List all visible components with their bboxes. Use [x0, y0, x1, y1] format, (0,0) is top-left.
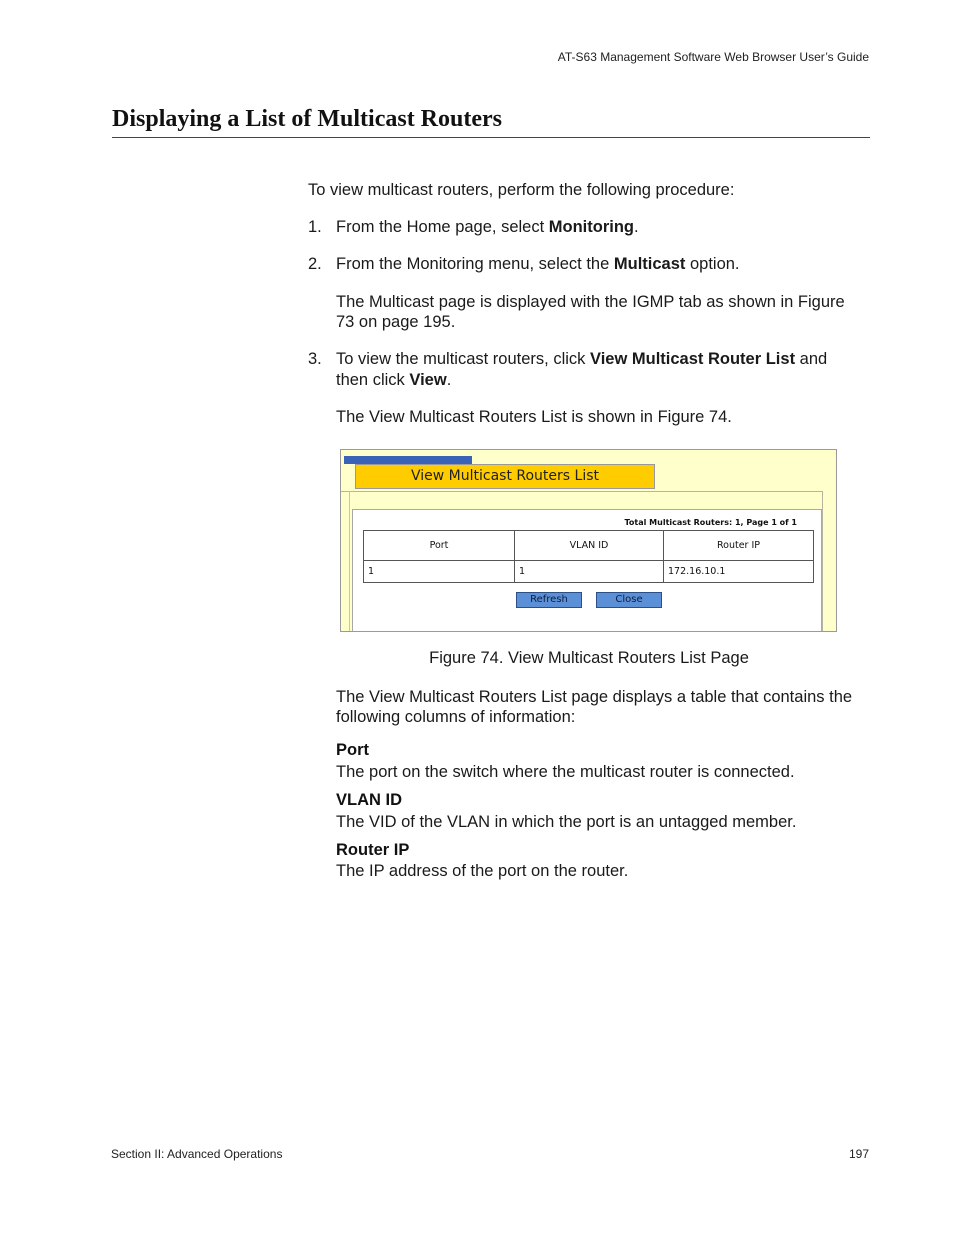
step-3-note: The View Multicast Routers List is shown in Figure 74.	[336, 408, 732, 426]
cell-vlan-id: 1	[515, 561, 664, 583]
definition-port: The port on the switch where the multicast router is connected.	[336, 763, 795, 781]
refresh-button[interactable]: Refresh	[516, 592, 582, 608]
step-2-text: From the Monitoring menu, select the Multicast option.	[336, 255, 740, 273]
description-line-2: following columns of information:	[336, 708, 576, 726]
step-2-note-line-1: The Multicast page is displayed with the IGMP tab as shown in Figure	[336, 293, 845, 311]
step-number: 2.	[308, 255, 322, 273]
column-header-router-ip: Router IP	[664, 531, 814, 561]
term-port: Port	[336, 741, 369, 759]
step-1-text: From the Home page, select Monitoring.	[336, 218, 639, 236]
tab-view-multicast-routers-list[interactable]: View Multicast Routers List	[355, 464, 655, 489]
step-number: 3.	[308, 350, 322, 368]
step-3-text-line-2: then click View.	[336, 371, 452, 389]
cell-router-ip: 172.16.10.1	[664, 561, 814, 583]
multicast-routers-table	[363, 530, 814, 583]
step-2-note-line-2: 73 on page 195.	[336, 313, 456, 331]
term-vlan-id: VLAN ID	[336, 791, 402, 809]
term-router-ip: Router IP	[336, 841, 410, 859]
frame-right-border	[822, 491, 823, 631]
table-header-row	[364, 531, 814, 561]
footer-section: Section II: Advanced Operations	[111, 1147, 283, 1161]
tab-divider	[341, 491, 822, 492]
table-row	[364, 561, 814, 583]
column-header-port: Port	[364, 531, 515, 561]
figure-screenshot	[340, 449, 837, 632]
cell-port: 1	[364, 561, 515, 583]
frame-left-border	[349, 491, 350, 631]
figure-caption: Figure 74. View Multicast Routers List Page	[429, 649, 749, 667]
definition-vlan-id: The VID of the VLAN in which the port is an untagged member.	[336, 813, 797, 831]
step-number: 1.	[308, 218, 322, 236]
step-3-text-line-1: To view the multicast routers, click View Multicast Router List and	[336, 350, 828, 368]
description-line-1: The View Multicast Routers List page displays a table that contains the	[336, 688, 853, 706]
total-routers-label: Total Multicast Routers: 1, Page 1 of 1	[624, 518, 797, 527]
content-panel	[352, 509, 822, 631]
intro-text: To view multicast routers, perform the following procedure:	[308, 181, 735, 199]
section-title: Displaying a List of Multicast Routers	[112, 106, 870, 138]
page-number: 197	[848, 1147, 869, 1161]
running-header: AT-S63 Management Software Web Browser User’s Guide	[557, 50, 869, 64]
close-button[interactable]: Close	[596, 592, 662, 608]
column-header-vlan-id: VLAN ID	[515, 531, 664, 561]
definition-router-ip: The IP address of the port on the router.	[336, 862, 629, 880]
tab-strip	[344, 456, 472, 464]
